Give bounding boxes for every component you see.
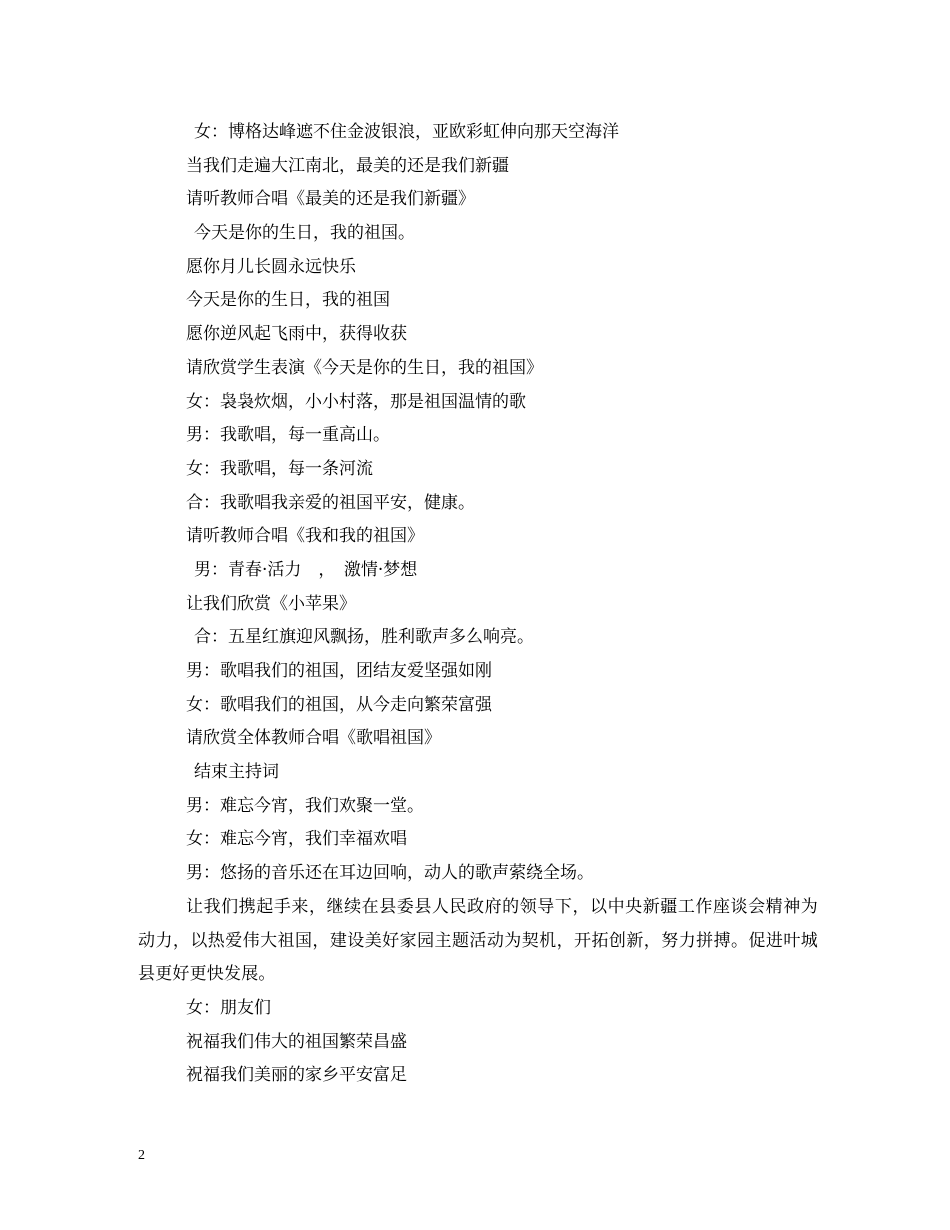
text-line: 合：我歌唱我亲爱的祖国平安，健康。 [186, 492, 475, 513]
text-line: 男：歌唱我们的祖国，团结友爱坚强如刚 [186, 661, 492, 681]
text-line: 今天是你的生日，我的祖国。 [194, 223, 415, 244]
text-line: 合：五星红旗迎风飘扬，胜利歌声多么响亮。 [194, 627, 534, 648]
text-line: 祝福我们伟大的祖国繁荣昌盛 [186, 1031, 407, 1052]
document-body [138, 116, 818, 1093]
page-number: 2 [138, 1148, 145, 1163]
text-line: 请欣赏学生表演《今天是你的生日，我的祖国》 [186, 357, 543, 378]
text-line: 愿你月儿长圆永远快乐 [186, 256, 356, 277]
text-line: 女：我歌唱，每一条河流 [186, 458, 373, 479]
text-line: 请听教师合唱《最美的还是我们新疆》 [186, 189, 475, 210]
text-line: 让我们欣赏《小苹果》 [186, 593, 356, 614]
text-line: 女：袅袅炊烟，小小村落，那是祖国温情的歌 [186, 391, 526, 412]
text-line: 女：博格达峰遮不住金波银浪，亚欧彩虹伸向那天空海洋 [194, 122, 619, 142]
text-line: 男：青春·活力 ， 激情·梦想 [194, 559, 418, 580]
text-line: 请欣赏全体教师合唱《歌唱祖国》 [186, 728, 441, 749]
section-heading: 结束主持词 [194, 762, 279, 783]
text-line: 女：难忘今宵，我们幸福欢唱 [186, 829, 407, 850]
text-line: 男：难忘今宵，我们欢聚一堂。 [186, 795, 424, 816]
text-line: 今天是你的生日，我的祖国 [186, 290, 390, 311]
text-line: 请听教师合唱《我和我的祖国》 [186, 526, 424, 547]
text-line: 男：悠扬的音乐还在耳边回响，动人的歌声萦绕全场。 [186, 863, 594, 884]
text-line: 男：我歌唱，每一重高山。 [186, 425, 390, 446]
text-line: 女：朋友们 [186, 997, 271, 1018]
text-line: 愿你逆风起飞雨中，获得收获 [186, 324, 407, 345]
text-line: 祝福我们美丽的家乡平安富足 [186, 1065, 407, 1086]
text-line: 女：歌唱我们的祖国，从今走向繁荣富强 [186, 694, 492, 715]
text-line: 当我们走遍大江南北，最美的还是我们新疆 [186, 155, 509, 176]
text-paragraph: 让我们携起手来，继续在县委县人民政府的领导下，以中央新疆工作座谈会精神为动力，以热爱伟大祖国，建设美好家园主题活动为契机，开拓创新，努力拼搏。促进叶城县更好更快发展。 [138, 896, 818, 985]
